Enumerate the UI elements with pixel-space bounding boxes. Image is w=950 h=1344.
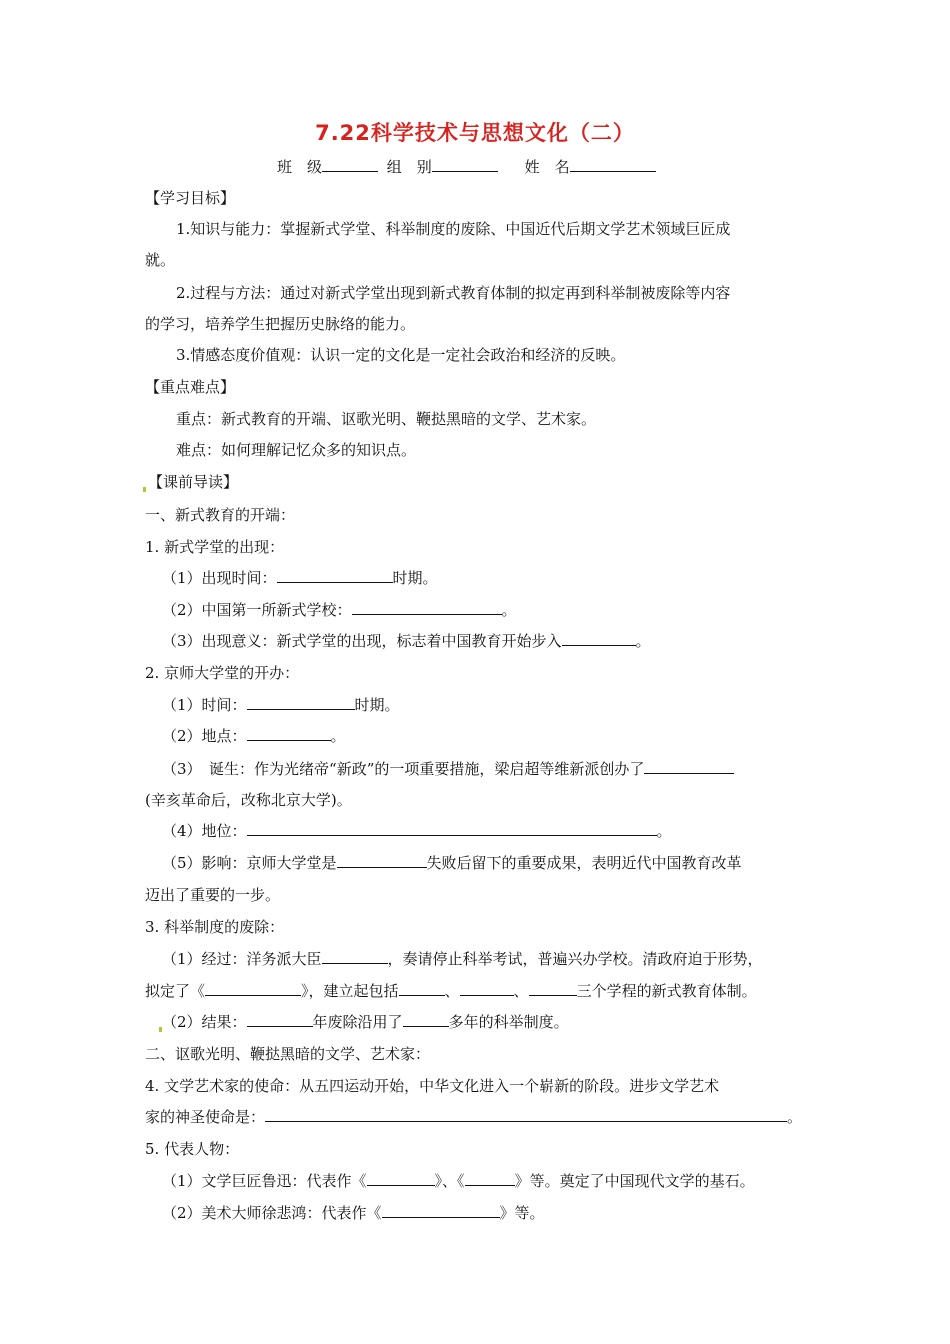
goal-1-line-2: 就。 [145,251,176,269]
answer-blank[interactable] [465,1171,515,1186]
answer-blank[interactable] [247,695,355,710]
goal-1-line-1: 1.知识与能力：掌握新式学堂、科举制度的废除、中国近代后期文学艺术领域巨匠成 [176,220,731,238]
question-2-5: （5）影响：京师大学堂是 失败后留下的重要成果，表明近代中国教育改革 [162,854,742,872]
answer-blank[interactable] [403,1012,449,1027]
answer-blank[interactable] [367,1171,435,1186]
question-4-line-2: 家的神圣使命是： 。 [145,1108,803,1126]
preview-heading: 【课前导读】 [148,473,239,491]
goals-heading: 【学习目标】 [145,189,236,207]
group-blank[interactable] [432,157,498,172]
answer-blank[interactable] [337,853,427,868]
question-3-1: （1）经过：洋务派大臣 ，奏请停止科举考试，普遍兴办学校。清政府迫于形势， [162,950,763,968]
focus-hard-point: 难点：如何理解记忆众多的知识点。 [176,441,417,459]
answer-blank[interactable] [205,981,301,996]
class-blank[interactable] [322,157,378,172]
answer-blank[interactable] [562,631,636,646]
student-info-line [277,157,656,177]
answer-blank[interactable] [460,981,514,996]
name-blank[interactable] [570,157,656,172]
section-2-heading: 二、讴歌光明、鞭挞黑暗的文学、艺术家： [145,1045,431,1063]
question-2-2: （2）地点： 。 [162,727,346,745]
goal-2-line-1: 2.过程与方法：通过对新式学堂出现到新式教育体制的拟定再到科举制被废除等内容 [176,284,731,302]
class-label: 班 级 [277,158,323,176]
answer-blank[interactable] [277,568,393,583]
section-1-heading: 一、新式教育的开端： [145,506,296,524]
question-1: 1. 新式学堂的出现： [145,538,285,556]
question-2-3: （3） 诞生：作为光绪帝“新政”的一项重要措施，梁启超等维新派创办了 [162,759,734,779]
focus-heading: 【重点难点】 [145,378,236,396]
question-3-1-cont: 拟定了《 》，建立起包括 、 、 三个学程的新式教育体制。 [145,982,757,1000]
question-1-3: （3）出现意义：新式学堂的出现，标志着中国教育开始步入 。 [162,632,651,650]
margin-mark [143,487,146,492]
page-title: 7.22科学技术与思想文化（二） [315,121,635,145]
question-1-1: （1）出现时间： 时期。 [162,569,438,587]
answer-blank[interactable] [265,1107,787,1122]
answer-blank[interactable] [644,759,734,774]
question-2-1: （1）时间： 时期。 [162,696,400,714]
question-3-2: （2）结果： 年废除沿用了 多年的科举制度。 [162,1013,569,1031]
group-label: 组 别 [386,158,432,176]
question-5: 5. 代表人物： [145,1140,240,1158]
goal-2-line-2: 的学习，培养学生把握历史脉络的能力。 [145,315,416,333]
question-2-5-cont: 迈出了重要的一步。 [145,886,281,904]
question-2-4: （4）地位： 。 [162,822,672,840]
question-2-3-cont: (辛亥革命后，改称北京大学)。 [145,791,352,809]
focus-key-point: 重点：新式教育的开端、讴歌光明、鞭挞黑暗的文学、艺术家。 [176,410,597,428]
name-label: 姓 名 [524,158,570,176]
answer-blank[interactable] [322,949,388,964]
answer-blank[interactable] [247,726,331,741]
answer-blank[interactable] [247,821,657,836]
question-2: 2. 京师大学堂的开办： [145,664,300,682]
answer-blank[interactable] [247,1012,313,1027]
goal-3: 3.情感态度价值观：认识一定的文化是一定社会政治和经济的反映。 [176,346,626,364]
question-5-1: （1）文学巨匠鲁迅：代表作《 》、《 》等。奠定了中国现代文学的基石。 [162,1172,755,1190]
answer-blank[interactable] [529,981,577,996]
question-1-2: （2）中国第一所新式学校： 。 [162,601,517,619]
question-3: 3. 科举制度的废除： [145,918,285,936]
answer-blank[interactable] [382,1203,500,1218]
answer-blank[interactable] [352,600,502,615]
answer-blank[interactable] [399,981,445,996]
question-4-line-1: 4. 文学艺术家的使命：从五四运动开始，中华文化进入一个崭新的阶段。进步文学艺术 [145,1077,720,1095]
question-5-2: （2）美术大师徐悲鸿：代表作《 》等。 [162,1204,545,1222]
